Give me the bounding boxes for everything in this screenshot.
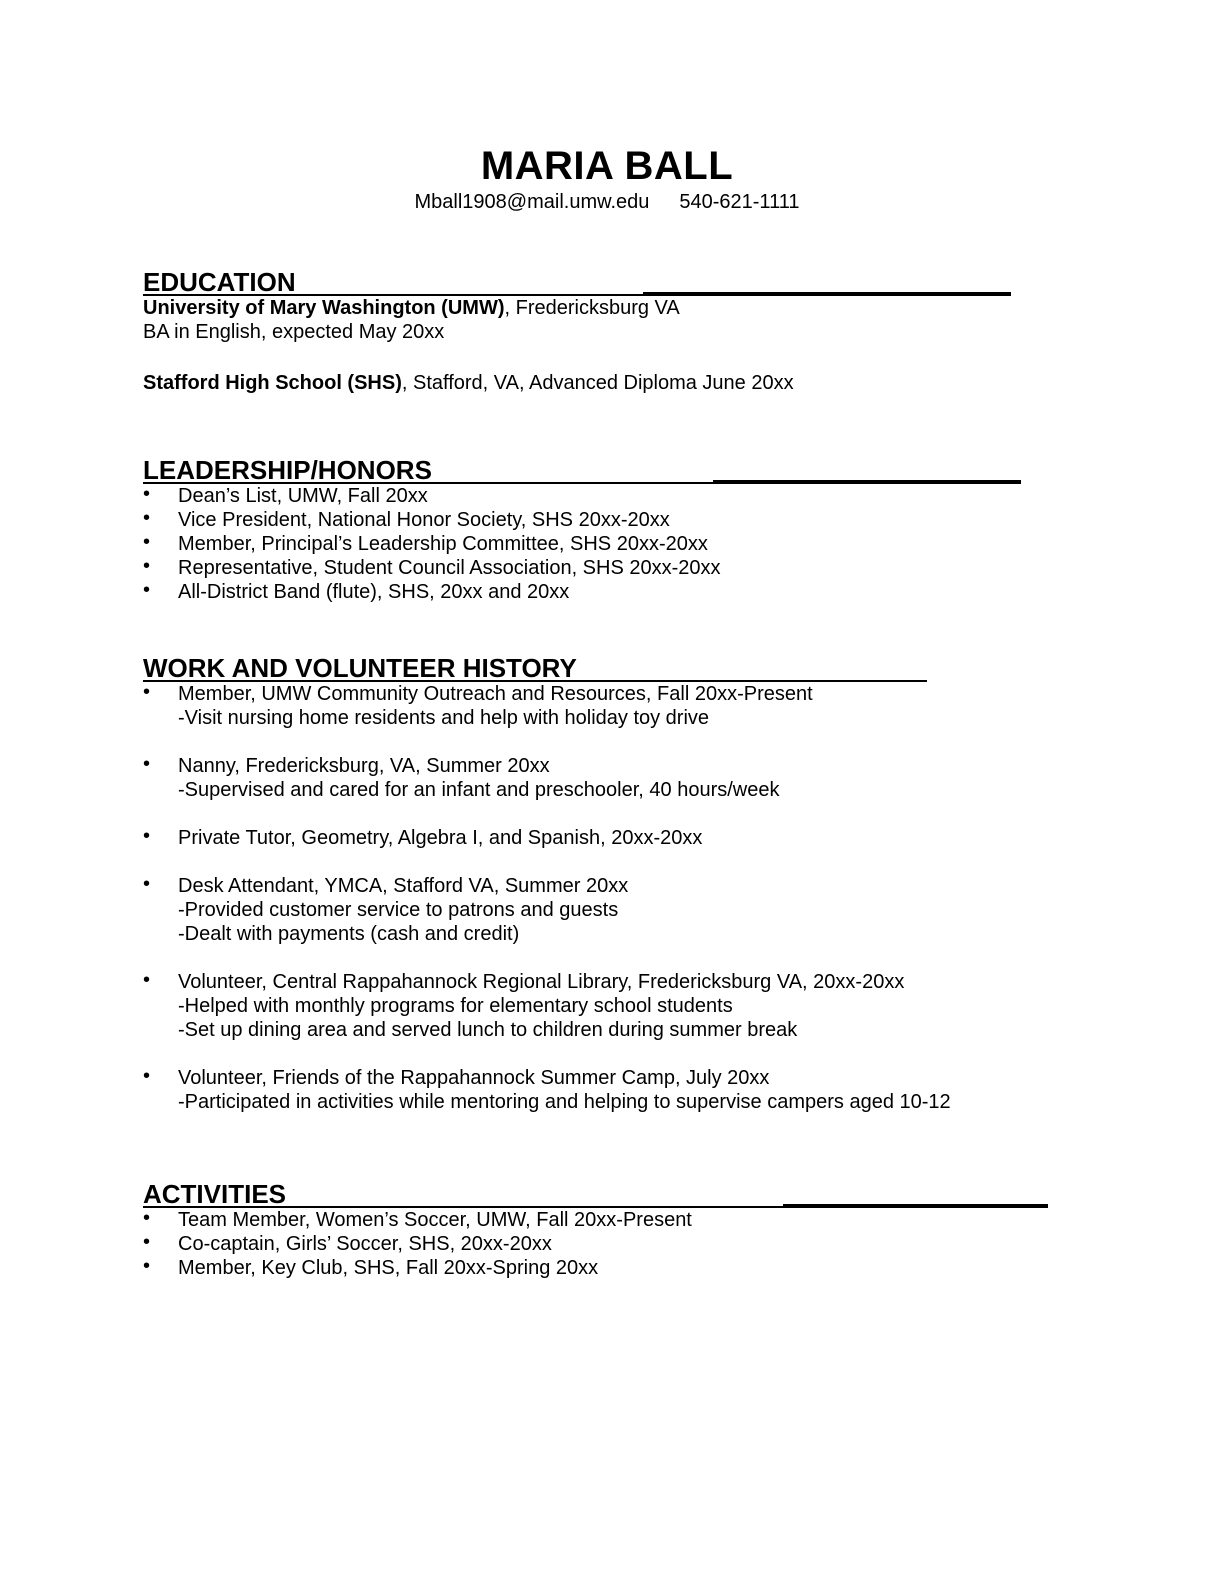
activities-section xyxy=(143,1180,1063,1280)
bullet-icon: • xyxy=(143,1231,151,1253)
list-item: • Volunteer, Central Rappahannock Regional Library, Fredericksburg VA, 20xx-20xx -Helped with monthly programs for elementary school students -Set up dining area and served lunch to children during summer break xyxy=(143,969,905,1041)
bullet-icon: • xyxy=(143,531,151,553)
email-text: Mball1908@mail.umw.edu xyxy=(414,191,650,213)
phone-text: 540-621-1111 xyxy=(679,191,800,213)
education-heading-text: EDUCATION xyxy=(143,267,296,297)
school-1-name: University of Mary Washington (UMW) xyxy=(143,297,505,319)
list-item: • Private Tutor, Geometry, Algebra I, and Spanish, 20xx-20xx xyxy=(143,825,703,849)
education-heading xyxy=(143,268,1063,296)
bullet-icon: • xyxy=(143,1255,151,1277)
bullet-icon: • xyxy=(143,873,151,895)
activities-heading-text: ACTIVITIES xyxy=(143,1179,287,1209)
list-item: • Dean’s List, UMW, Fall 20xx xyxy=(143,483,428,507)
bullet-icon: • xyxy=(143,825,151,847)
list-item: • Member, Principal’s Leadership Committee, SHS 20xx-20xx xyxy=(143,531,708,555)
list-item: • Vice President, National Honor Society, SHS 20xx-20xx xyxy=(143,507,670,531)
bullet-icon: • xyxy=(143,555,151,577)
education-section xyxy=(143,268,1063,395)
education-school-2 xyxy=(143,371,1063,395)
list-item: • Team Member, Women’s Soccer, UMW, Fall 20xx-Present xyxy=(143,1207,692,1231)
list-item: • Volunteer, Friends of the Rappahannock Summer Camp, July 20xx -Participated in activities while mentoring and helping to supervise campers aged 10-12 xyxy=(143,1065,951,1113)
school-2-name: Stafford High School (SHS) xyxy=(143,372,402,394)
leadership-list xyxy=(143,484,1063,604)
leadership-heading xyxy=(143,456,1063,484)
list-item: • All-District Band (flute), SHS, 20xx and 20xx xyxy=(143,579,570,603)
bullet-icon: • xyxy=(143,507,151,529)
resume-header xyxy=(0,143,1224,215)
bullet-icon: • xyxy=(143,681,151,703)
work-heading xyxy=(143,654,1063,682)
candidate-name: MARIA BALL xyxy=(480,144,734,188)
education-degree-1: BA in English, expected May 20xx xyxy=(143,321,445,343)
bullet-icon: • xyxy=(143,483,151,505)
list-item: • Representative, Student Council Association, SHS 20xx-20xx xyxy=(143,555,721,579)
list-item: • Member, Key Club, SHS, Fall 20xx-Spring 20xx xyxy=(143,1255,599,1279)
work-list xyxy=(143,682,1063,1114)
list-item: • Member, UMW Community Outreach and Resources, Fall 20xx-Present -Visit nursing home residents and help with holiday toy drive xyxy=(143,681,813,729)
leadership-section xyxy=(143,456,1063,604)
bullet-icon: • xyxy=(143,969,151,991)
bullet-icon: • xyxy=(143,1065,151,1087)
activities-heading xyxy=(143,1180,1063,1208)
list-item: • Nanny, Fredericksburg, VA, Summer 20xx -Supervised and cared for an infant and preschooler, 40 hours/week xyxy=(143,753,780,801)
bullet-icon: • xyxy=(143,753,151,775)
work-section xyxy=(143,654,1063,1114)
school-2-details: , Stafford, VA, Advanced Diploma June 20xx xyxy=(401,372,794,394)
leadership-heading-text: LEADERSHIP/HONORS xyxy=(143,455,432,485)
list-item: • Co-captain, Girls’ Soccer, SHS, 20xx-20xx xyxy=(143,1231,552,1255)
list-item: • Desk Attendant, YMCA, Stafford VA, Summer 20xx -Provided customer service to patrons and guests -Dealt with payments (cash and credit) xyxy=(143,873,629,945)
bullet-icon: • xyxy=(143,579,151,601)
school-1-location: , Fredericksburg VA xyxy=(504,297,680,319)
work-heading-text: WORK AND VOLUNTEER HISTORY xyxy=(143,653,577,683)
activities-list xyxy=(143,1208,1063,1280)
education-school-1 xyxy=(143,296,1063,320)
contact-line xyxy=(0,189,1224,215)
bullet-icon: • xyxy=(143,1207,151,1229)
